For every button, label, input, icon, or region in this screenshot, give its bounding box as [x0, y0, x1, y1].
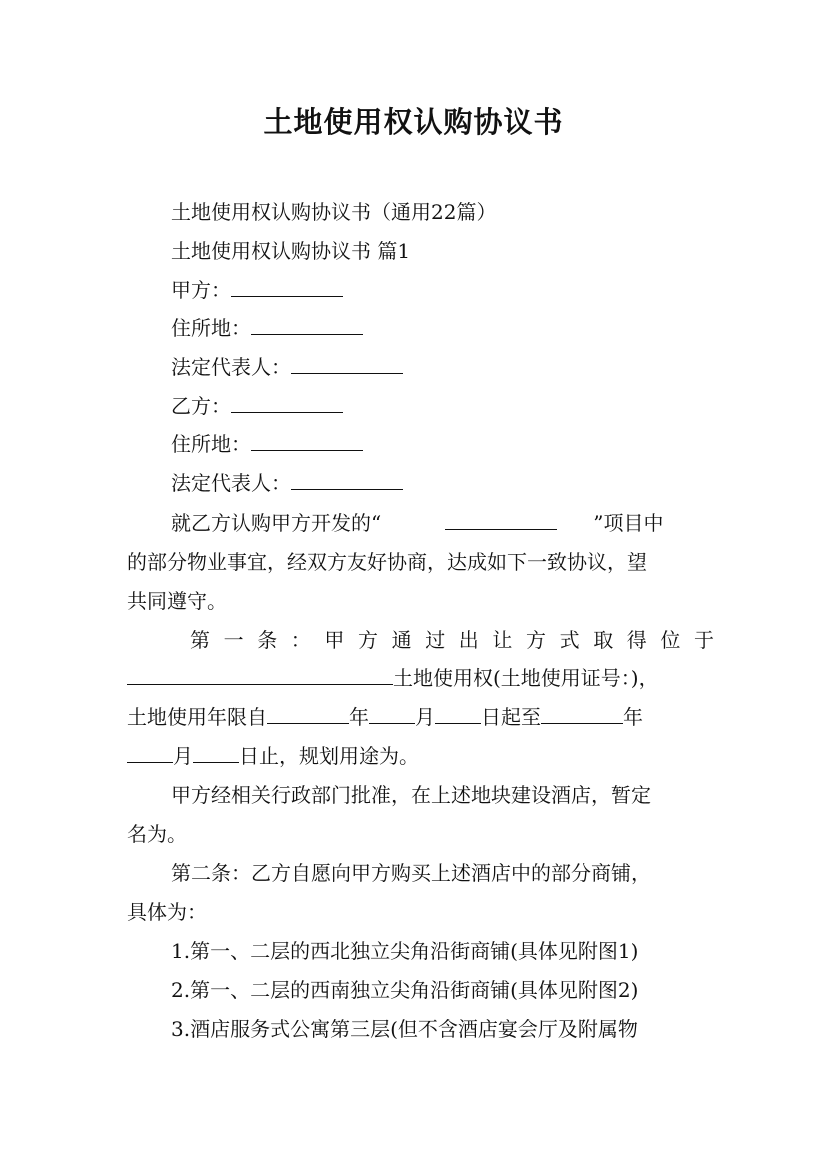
end-month-blank [127, 744, 173, 763]
end-day-blank [193, 744, 239, 763]
article-1-line-2-text: 土地使用权(土地使用证号：)， [393, 666, 659, 690]
party-b-address-label: 住所地： [171, 432, 251, 456]
article-1-line-2 [127, 664, 659, 692]
document-title: 土地使用权认购协议书 [263, 105, 564, 139]
party-a-rep-line [171, 353, 403, 381]
intro-line-2: 的部分物业事宜，经双方友好协商，达成如下一致协议，望 [127, 550, 647, 574]
month-label: 月 [415, 705, 435, 729]
location-blank [127, 666, 393, 685]
list-item-3: 3.酒店服务式公寓第三层(但不含酒店宴会厅及附属物 [171, 1017, 638, 1041]
term-from-label: 土地使用年限自 [127, 705, 267, 729]
intro-line-3: 共同遵守。 [127, 589, 227, 613]
party-a-address-line [171, 314, 363, 342]
party-b-blank [231, 394, 343, 413]
list-item-1: 1.第一、二层的西北独立尖角沿街商铺(具体见附图1) [171, 939, 639, 963]
start-year-blank [267, 705, 349, 724]
project-name-blank [445, 511, 557, 530]
party-b-rep-label: 法定代表人： [171, 471, 291, 495]
start-month-blank [369, 705, 415, 724]
article-1-line-3 [127, 703, 643, 731]
end-year-label: 年 [623, 705, 643, 729]
intro-text-a: 就乙方认购甲方开发的“ [171, 511, 382, 535]
party-b-rep-blank [291, 471, 403, 490]
party-a-line [171, 276, 343, 304]
party-a-address-label: 住所地： [171, 316, 251, 340]
party-a-label: 甲方： [171, 278, 231, 302]
intro-text-b: ”项目中 [593, 511, 664, 535]
day-to-label: 日起至 [481, 705, 541, 729]
article-1-para-2-line-1: 甲方经相关行政部门批准，在上述地块建设酒店，暂定 [171, 783, 651, 807]
article-1-line-4 [127, 742, 419, 770]
document-subtitle: 土地使用权认购协议书（通用22篇） [171, 200, 497, 224]
end-year-blank [541, 705, 623, 724]
article-1-line-1: 第一条：甲方通过出让方式取得位于 [190, 628, 728, 652]
party-b-address-line [171, 430, 363, 458]
list-item-2: 2.第一、二层的西南独立尖角沿街商铺(具体见附图2) [171, 978, 639, 1002]
intro-line-1 [171, 509, 663, 537]
article-2-line-2: 具体为： [127, 900, 207, 924]
party-b-line [171, 392, 343, 420]
end-month-label: 月 [173, 744, 193, 768]
party-a-blank [231, 278, 343, 297]
end-day-rest: 日止，规划用途为。 [239, 744, 419, 768]
article-2-line-1: 第二条：乙方自愿向甲方购买上述酒店中的部分商铺， [171, 861, 651, 885]
section-heading: 土地使用权认购协议书 篇1 [171, 239, 411, 263]
party-b-rep-line [171, 469, 403, 497]
party-b-label: 乙方： [171, 394, 231, 418]
party-a-address-blank [251, 316, 363, 335]
party-a-rep-blank [291, 355, 403, 374]
article-1-para-2-line-2: 名为。 [127, 822, 187, 846]
party-b-address-blank [251, 432, 363, 451]
start-day-blank [435, 705, 481, 724]
year-label: 年 [349, 705, 369, 729]
party-a-rep-label: 法定代表人： [171, 355, 291, 379]
